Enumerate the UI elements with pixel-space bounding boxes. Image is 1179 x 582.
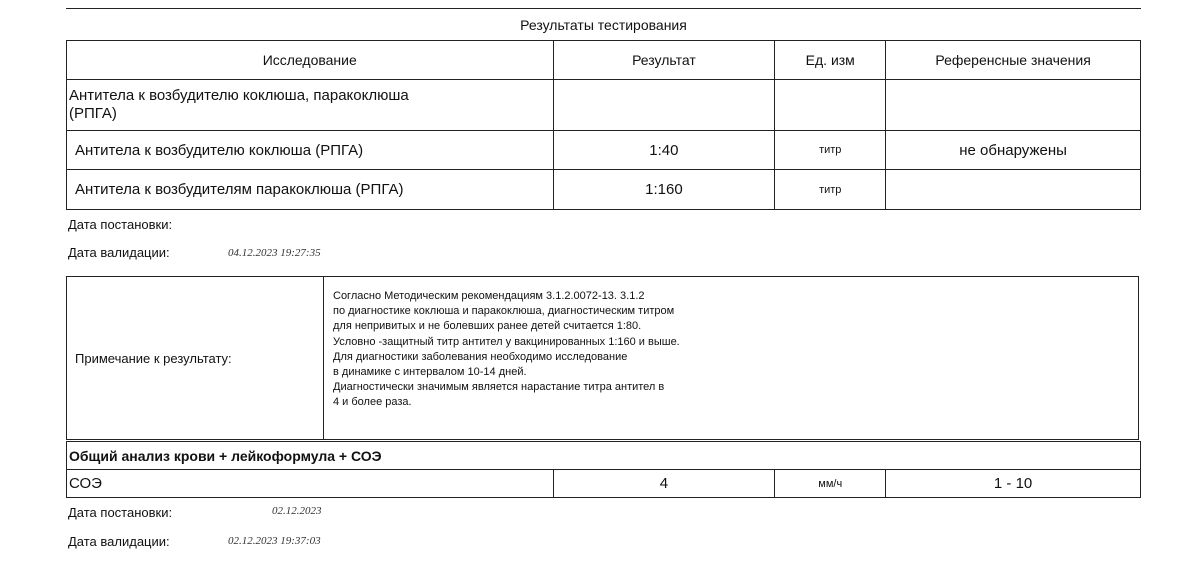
study-name: Антитела к возбудителю коклюша, паракоклюша (РПГА) xyxy=(67,80,554,131)
study-name: СОЭ xyxy=(67,470,554,498)
page-title: Результаты тестирования xyxy=(520,17,687,33)
setup-date-label: Дата постановки: xyxy=(68,505,173,520)
header-result: Результат xyxy=(553,41,775,80)
unit-value: титр xyxy=(775,170,886,210)
setup-date-value: 02.12.2023 xyxy=(272,505,322,517)
setup-date-label: Дата постановки: xyxy=(68,217,173,232)
table-row xyxy=(67,131,1141,170)
table-row xyxy=(67,470,1141,498)
validation-date-value: 04.12.2023 19:27:35 xyxy=(228,247,321,259)
table-row xyxy=(67,170,1141,210)
section-title: Общий анализ крови + лейкоформула + СОЭ xyxy=(67,442,1141,470)
cbc-table xyxy=(66,441,1141,498)
header-unit: Ед. изм xyxy=(775,41,886,80)
top-rule xyxy=(66,8,1141,9)
table-row xyxy=(67,80,1141,131)
unit-value: мм/ч xyxy=(775,470,886,498)
note-label: Примечание к результату: xyxy=(75,351,232,366)
result-value xyxy=(553,80,775,131)
reference-value: 1 - 10 xyxy=(886,470,1141,498)
result-note-box xyxy=(66,276,1139,440)
study-name: Антитела к возбудителям паракоклюша (РПГА) xyxy=(67,170,554,210)
note-text: Согласно Методическим рекомендациям 3.1.2.0072-13. 3.1.2 по диагностике коклюша и паракоклюша, диагностическим титром для непривитых и не болевших ранее детей считается 1:80. Условно -защитный титр антител у вакцинированных 1:160 и выше. Для диагностики заболевания необходимо исследование в динамике с интервалом 10-14 дней. Диагностически значимым является нарастание титра антител в 4 и более раза. xyxy=(333,290,680,409)
validation-date-value: 02.12.2023 19:37:03 xyxy=(228,535,321,547)
unit-value: титр xyxy=(775,131,886,170)
validation-date-label: Дата валидации: xyxy=(68,534,170,549)
study-name: Антитела к возбудителю коклюша (РПГА) xyxy=(67,131,554,170)
result-value: 4 xyxy=(553,470,775,498)
result-value: 1:40 xyxy=(553,131,775,170)
reference-value: не обнаружены xyxy=(886,131,1141,170)
result-value: 1:160 xyxy=(553,170,775,210)
unit-value xyxy=(775,80,886,131)
validation-date-label: Дата валидации: xyxy=(68,245,170,260)
reference-value xyxy=(886,170,1141,210)
section-header-row xyxy=(67,442,1141,470)
header-study: Исследование xyxy=(67,41,554,80)
reference-value xyxy=(886,80,1141,131)
results-table xyxy=(66,40,1141,210)
header-reference: Референсные значения xyxy=(886,41,1141,80)
table-header-row xyxy=(67,41,1141,80)
note-label-cell xyxy=(67,277,324,439)
